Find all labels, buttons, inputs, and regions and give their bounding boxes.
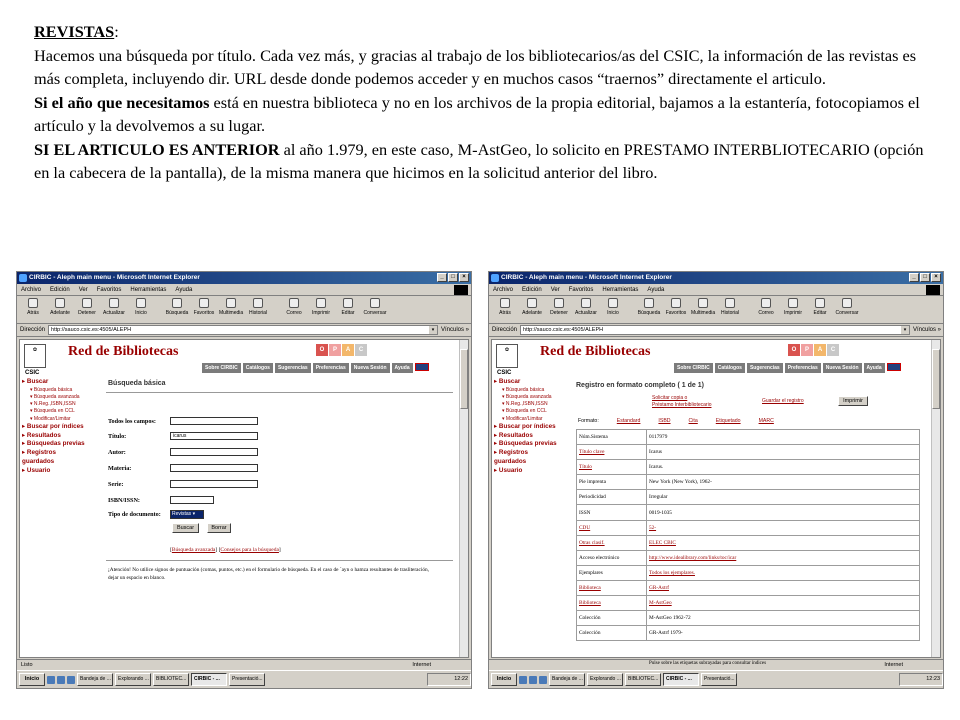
menu-bar (17, 284, 471, 296)
windows-logo-icon (926, 285, 940, 295)
format-isbd[interactable]: ISBD (658, 418, 671, 424)
back-button[interactable]: Atrás (493, 296, 517, 323)
uk-flag-icon[interactable] (887, 363, 901, 371)
link-busqueda-avanzada[interactable]: Búsqueda avanzada (171, 547, 216, 553)
quicklaunch-icon[interactable] (529, 676, 537, 684)
help-links: [Búsqueda avanzada] [Consejos para la búsqueda] (170, 547, 281, 553)
record-field-label: Ejemplares (577, 565, 647, 580)
record-heading: Registro en formato completo ( 1 de 1) (576, 382, 704, 389)
print-button[interactable]: Imprimir (781, 296, 805, 323)
close-button[interactable]: × (931, 273, 941, 282)
refresh-icon (581, 298, 591, 308)
task-cirbic[interactable]: CIRBIC - ... (663, 673, 699, 686)
record-table (576, 429, 920, 641)
task-bibliotec[interactable]: BIBLIOTEC... (153, 673, 189, 686)
refresh-button[interactable]: Actualizar (574, 296, 598, 323)
print-icon (788, 298, 798, 308)
sidebar-item-busquedas-previas[interactable]: ▸ Búsquedas previas (494, 440, 557, 448)
home-button[interactable]: Inicio (129, 296, 153, 323)
favorites-icon (671, 298, 681, 308)
table-row (577, 520, 920, 535)
intro-text: REVISTAS: Hacemos una búsqueda por título. Cada vez más, y gracias al trabajo de los bibliotecarios/as del CSIC, la información de las revistas es más completa, incluyendo dir. URL desde donde podemos acceder y en muchos casos “traernos” directamente el articulo. Si el año que necesitamos está en nuestra biblioteca y no en los archivos de la propia editorial, bajamos a la estantería, fotocopiamos el artículo y la devolvemos a su lugar. SI EL ARTICULO ES ANTERIOR al año 1.979, en este caso, M-AstGeo, lo solicito en PRESTAMO INTERBLIOTECARIO (opción en la cabecera de la pantalla), de la misma manera que hicimos en la solicitud anterior del libro. (34, 20, 934, 185)
menu-ver[interactable]: Ver (78, 287, 88, 293)
quicklaunch-icon[interactable] (539, 676, 547, 684)
record-field-value: Irregular (647, 490, 920, 505)
isbn-input[interactable] (170, 496, 214, 504)
task-explorando[interactable]: Explorando ... (587, 673, 623, 686)
clock: 12:22 (427, 673, 471, 686)
table-row (577, 535, 920, 550)
task-bandeja[interactable]: Bandeja de ... (77, 673, 113, 686)
forward-button[interactable]: Adelante (48, 296, 72, 323)
stop-button[interactable]: Detener (547, 296, 571, 323)
close-button[interactable]: × (459, 273, 469, 282)
browser-window-search (16, 271, 472, 689)
search-icon (644, 298, 654, 308)
record-field-value: Icarus (647, 445, 920, 460)
window-titlebar: CIRBIC - Aleph main menu - Microsoft Internet Explorer _ □ × (489, 272, 943, 284)
quicklaunch-icon[interactable] (57, 676, 65, 684)
home-icon (136, 298, 146, 308)
site-title: Red de Bibliotecas (68, 344, 179, 359)
menu-herramientas[interactable]: Herramientas (130, 287, 167, 293)
nav-sugerencias[interactable]: Sugerencias (747, 363, 783, 373)
form-heading: Búsqueda básica (108, 380, 166, 387)
record-field-label: ISSN (577, 505, 647, 520)
sidebar-item-busquedas-previas[interactable]: ▸ Búsquedas previas (22, 440, 85, 448)
taskbar (17, 670, 471, 688)
buscar-button[interactable]: Buscar (172, 523, 199, 533)
sidebar-item-ccl[interactable]: ▾ Búsqueda en CCL (30, 408, 75, 415)
task-bandeja[interactable]: Bandeja de ... (549, 673, 585, 686)
refresh-icon (109, 298, 119, 308)
nav-ayuda[interactable]: Ayuda (864, 363, 885, 373)
menu-archivo[interactable]: Archivo (21, 287, 42, 293)
sidebar-item-busqueda-avanzada[interactable]: ▾ Búsqueda avanzada (502, 394, 552, 400)
borrar-button[interactable]: Borrar (207, 523, 231, 533)
intro-heading: REVISTAS (34, 22, 115, 41)
search-icon (172, 298, 182, 308)
record-field-value: M-AstGeo 1962-72 (647, 611, 920, 626)
quicklaunch-icon[interactable] (47, 676, 55, 684)
table-row (577, 596, 920, 611)
home-icon (608, 298, 618, 308)
edit-button[interactable]: Editar (808, 296, 832, 323)
home-button[interactable]: Inicio (601, 296, 625, 323)
nav-catalogos[interactable]: Catálogos (715, 363, 745, 373)
menu-favoritos[interactable]: Favoritos (96, 287, 122, 293)
print-icon (316, 298, 326, 308)
sidebar-item-buscar[interactable]: ▸ Buscar (494, 378, 521, 385)
record-field-value: New York (New York), 1962- (647, 475, 920, 490)
edit-button[interactable]: Editar (336, 296, 360, 323)
discuss-icon (370, 298, 380, 308)
favorites-button[interactable]: Favoritos (664, 296, 688, 323)
table-row (577, 565, 920, 580)
forward-icon (527, 298, 537, 308)
links-button[interactable]: Vínculos » (441, 327, 470, 333)
back-button[interactable]: Atrás (21, 296, 45, 323)
table-row (577, 490, 920, 505)
opac-logo: O P A C (316, 344, 367, 356)
mail-icon (289, 298, 299, 308)
nav-sobre-cirbic[interactable]: Sobre CIRBIC (674, 363, 713, 373)
history-icon (253, 298, 263, 308)
edit-icon (343, 298, 353, 308)
stop-icon (554, 298, 564, 308)
intro-paragraph-2: Si el año que necesitamos está en nuestra biblioteca y no en los archivos de la propia editorial, bajamos a la estantería, fotocopiamos el artículo y la devolvemos a su lugar. (34, 92, 920, 135)
media-button[interactable]: Multimedia (691, 296, 715, 323)
sidebar-item-registros[interactable]: ▸ Registros (22, 449, 56, 457)
sidebar: ▸ Buscar ▾ Búsqueda básica ▾ Búsqueda avanzada ▾ N.Reg.,ISBN,ISSN ▾ Búsqueda en CCL ▾ Modificar/Limitar ▸ Buscar por índices ▸ Resultados ▸ Búsquedas previas ▸ Registros guardados ▸ Usuario (494, 378, 574, 476)
search-button[interactable]: Búsqueda (637, 296, 661, 323)
menu-bar (489, 284, 943, 296)
menu-edicion[interactable]: Edición (522, 287, 542, 293)
uk-flag-icon[interactable] (415, 363, 429, 371)
task-bibliotec[interactable]: BIBLIOTEC... (625, 673, 661, 686)
sidebar: ▸ Buscar ▾ Búsqueda básica ▾ Búsqueda avanzada ▾ N.Reg.,ISBN,ISSN ▾ Búsqueda en CCL ▾ Modificar/Limitar ▸ Buscar por índices ▸ Resultados ▸ Búsquedas previas ▸ Registros guardados ▸ Usuario (22, 378, 102, 476)
serie-input[interactable] (170, 480, 258, 488)
taskbar (489, 670, 943, 688)
nav-sugerencias[interactable]: Sugerencias (275, 363, 311, 373)
autor-input[interactable] (170, 448, 258, 456)
table-row (577, 626, 920, 641)
chevron-down-icon[interactable]: ▾ (429, 326, 437, 334)
vertical-scrollbar[interactable] (459, 340, 468, 657)
imprimir-button[interactable]: Imprimir (838, 396, 868, 406)
table-row (577, 430, 920, 445)
media-icon (226, 298, 236, 308)
minimize-button[interactable]: _ (909, 273, 919, 282)
menu-ayuda[interactable]: Ayuda (175, 287, 193, 293)
stop-icon (82, 298, 92, 308)
page-viewport: ✿ CSIC Red de Bibliotecas O P A C Sobre CIRBIC Catálogos Sugerencias Preferencias Nueva Sesión Ayuda ▸ Buscar ▾ Búsqueda básica ▾ Búsqueda avanzada ▾ N.Reg.,ISBN,ISSN ▾ Búsqueda en CCL ▾ Modificar/Limitar ▸ Buscar por índices ▸ Resultados ▸ Búsquedas previas ▸ Registros guardados ▸ Usuario Registro en formato completo ( 1 de 1) Solicitar copia o Préstamo Interbibliotecario Guardar el registro Imprimir Formato: Estandard ISBD Cita Etiquetado MARC Núm.Sistema 0117979 Título clave Icarus Título Icarus. Pie imprenta New York (New York), 1962- Periodicidad Irregular ISSN 0019-1035 CDU 52- Otras clasif. ELEC CBIC Acceso electrónico http://www.idealibrary.com/links/toc/icar Ejemplares Todos los ejemplares. Biblioteca GR-Astrf Biblioteca M-AstGeo Colección M-AstGeo 1962-72 Colección GR-Astrf 1979- Pulse sobre las etiquetas subrayadas para consultar índices (491, 339, 941, 658)
record-field-value[interactable]: 52- (647, 520, 920, 535)
sidebar-item-resultados[interactable]: ▸ Resultados (494, 431, 533, 439)
task-presentacion[interactable]: Presentació... (229, 673, 265, 686)
sidebar-item-busqueda-avanzada[interactable]: ▾ Búsqueda avanzada (30, 394, 80, 400)
mail-button[interactable]: Correo (754, 296, 778, 323)
record-field-label[interactable]: Biblioteca (577, 580, 647, 595)
toolbar (17, 296, 471, 324)
table-row (577, 475, 920, 490)
favorites-button[interactable]: Favoritos (192, 296, 216, 323)
mail-icon (761, 298, 771, 308)
record-field-label[interactable]: Biblioteca (577, 596, 647, 611)
record-field-label: Núm.Sistema (577, 430, 647, 445)
sidebar-item-modificar[interactable]: ▾ Modificar/Limitar (502, 415, 543, 422)
back-icon (500, 298, 510, 308)
nav-nueva-sesion[interactable]: Nueva Sesión (351, 363, 390, 373)
discuss-button[interactable]: Conversar (363, 296, 387, 323)
csic-logo-icon: ✿ (24, 344, 46, 368)
nav-preferencias[interactable]: Preferencias (313, 363, 349, 373)
todos-campos-input[interactable] (170, 417, 258, 425)
table-row (577, 611, 920, 626)
sidebar-item-busqueda-basica[interactable]: ▾ Búsqueda básica (30, 386, 73, 393)
maximize-button[interactable]: □ (448, 273, 458, 282)
record-field-value: Icarus. (647, 460, 920, 475)
edit-icon (815, 298, 825, 308)
site-title: Red de Bibliotecas (540, 344, 651, 359)
sidebar-item-nreg[interactable]: ▾ N.Reg.,ISBN,ISSN (502, 401, 548, 408)
nav-catalogos[interactable]: Catálogos (243, 363, 273, 373)
status-bar: Internet (489, 659, 943, 670)
table-row (577, 550, 920, 565)
record-field-label[interactable]: Título clave (577, 445, 647, 460)
materia-input[interactable] (170, 464, 258, 472)
table-row (577, 460, 920, 475)
nav-nueva-sesion[interactable]: Nueva Sesión (823, 363, 862, 373)
warning-text: ¡Atención! No utilice signos de puntuación (comas, puntos, etc.) en el formulario de búsqueda. En el caso de `ayn o hamza resultantes de trasliteración, dejar un espacio en blanco. (108, 567, 429, 581)
record-field-label: Pie imprenta (577, 475, 647, 490)
sidebar-item-nreg[interactable]: ▾ N.Reg.,ISBN,ISSN (30, 401, 76, 408)
record-field-value[interactable]: GR-Astrf (647, 580, 920, 595)
mail-button[interactable]: Correo (282, 296, 306, 323)
windows-logo-icon (454, 285, 468, 295)
forward-icon (55, 298, 65, 308)
intro-paragraph-3: SI EL ARTICULO ES ANTERIOR al año 1.979, en este caso, M-AstGeo, lo solicito en PRESTAMO INTERBLIOTECARIO (opción en la cabecera de la pantalla), de la misma manera que hicimos en la solicitud anterior del libro. (34, 139, 924, 182)
task-presentacion[interactable]: Presentació... (701, 673, 737, 686)
forward-button[interactable]: Adelante (520, 296, 544, 323)
window-titlebar: CIRBIC - Aleph main menu - Microsoft Internet Explorer _ □ × (17, 272, 471, 284)
record-field-value[interactable]: M-AstGeo (647, 596, 920, 611)
record-field-label[interactable]: Otras clasif. (577, 535, 647, 550)
history-button[interactable]: Historial (246, 296, 270, 323)
sidebar-item-modificar[interactable]: ▾ Modificar/Limitar (30, 415, 71, 422)
history-icon (725, 298, 735, 308)
status-bar: Listo Internet (17, 659, 471, 670)
print-button[interactable]: Imprimir (309, 296, 333, 323)
menu-ver[interactable]: Ver (550, 287, 560, 293)
maximize-button[interactable]: □ (920, 273, 930, 282)
link-solicitar[interactable]: Solicitar copia o Préstamo Interbibliotecario (652, 395, 712, 408)
format-marc[interactable]: MARC (758, 418, 774, 424)
site-nav (202, 363, 429, 373)
record-field-label[interactable]: CDU (577, 520, 647, 535)
record-field-value[interactable]: ELEC CBIC (647, 535, 920, 550)
task-cirbic[interactable]: CIRBIC - ... (191, 673, 227, 686)
back-icon (28, 298, 38, 308)
record-field-label: Colección (577, 626, 647, 641)
menu-edicion[interactable]: Edición (50, 287, 70, 293)
record-field-value: 0019-1035 (647, 505, 920, 520)
quicklaunch-icon[interactable] (67, 676, 75, 684)
links-button[interactable]: Vínculos » (913, 327, 942, 333)
record-field-label[interactable]: Título (577, 460, 647, 475)
stop-button[interactable]: Detener (75, 296, 99, 323)
format-row: Formato: Estandard ISBD Cita Etiquetado MARC (578, 418, 774, 424)
sidebar-item-ccl[interactable]: ▾ Búsqueda en CCL (502, 408, 547, 415)
media-button[interactable]: Multimedia (219, 296, 243, 323)
discuss-icon (842, 298, 852, 308)
start-button[interactable]: Inicio (491, 673, 517, 686)
quicklaunch-icon[interactable] (519, 676, 527, 684)
record-field-label: Periodicidad (577, 490, 647, 505)
link-guardar-registro[interactable]: Guardar el registro (762, 398, 804, 404)
titulo-input[interactable]: icarus (170, 432, 258, 440)
sidebar-item-registros[interactable]: ▸ Registros (494, 449, 528, 457)
sidebar-item-usuario[interactable]: ▸ Usuario (22, 466, 51, 474)
sidebar-item-buscar[interactable]: ▸ Buscar (22, 378, 49, 385)
history-button[interactable]: Historial (718, 296, 742, 323)
menu-ayuda[interactable]: Ayuda (647, 287, 665, 293)
menu-favoritos[interactable]: Favoritos (568, 287, 594, 293)
format-etiquetado[interactable]: Etiquetado (715, 418, 741, 424)
browser-window-record (488, 271, 944, 689)
sidebar-item-buscar-indices[interactable]: ▸ Buscar por índices (22, 422, 84, 430)
opac-logo: O P A C (788, 344, 839, 356)
intro-paragraph-1: Hacemos una búsqueda por título. Cada vez más, y gracias al trabajo de los bibliotecarios/as del CSIC, la información de las revistas es más completa, incluyendo dir. URL desde donde podemos acceder y en muchos casos “traernos” directamente el articulo. (34, 45, 917, 88)
toolbar (489, 296, 943, 324)
nav-preferencias[interactable]: Preferencias (785, 363, 821, 373)
ie-icon (491, 274, 499, 282)
table-row (577, 445, 920, 460)
nav-ayuda[interactable]: Ayuda (392, 363, 413, 373)
vertical-scrollbar[interactable] (931, 340, 940, 657)
clock: 12:23 (899, 673, 943, 686)
address-bar: Dirección http://sauco.csic.es:4505/ALEPH ▾ Vínculos » (489, 324, 943, 337)
format-cita[interactable]: Cita (688, 418, 698, 424)
menu-archivo[interactable]: Archivo (493, 287, 514, 293)
media-icon (698, 298, 708, 308)
tipo-documento-select[interactable]: Revistas ▾ (170, 510, 204, 519)
sidebar-item-usuario[interactable]: ▸ Usuario (494, 466, 523, 474)
task-explorando[interactable]: Explorando ... (115, 673, 151, 686)
refresh-button[interactable]: Actualizar (102, 296, 126, 323)
record-field-value[interactable]: Todos los ejemplares. (647, 565, 920, 580)
sidebar-item-resultados[interactable]: ▸ Resultados (22, 431, 61, 439)
table-row (577, 580, 920, 595)
record-field-value: 0117979 (647, 430, 920, 445)
ie-icon (19, 274, 27, 282)
record-field-label: Acceso electrónico (577, 550, 647, 565)
site-nav (674, 363, 901, 373)
sidebar-item-buscar-indices[interactable]: ▸ Buscar por índices (494, 422, 556, 430)
csic-logo-icon: ✿ (496, 344, 518, 368)
start-button[interactable]: Inicio (19, 673, 45, 686)
table-row (577, 505, 920, 520)
address-input[interactable]: http://sauco.csic.es:4505/ALEPH ▾ (520, 325, 910, 335)
search-button[interactable]: Búsqueda (165, 296, 189, 323)
chevron-down-icon[interactable]: ▾ (901, 326, 909, 334)
discuss-button[interactable]: Conversar (835, 296, 859, 323)
address-bar: Dirección http://sauco.csic.es:4505/ALEPH ▾ Vínculos » (17, 324, 471, 337)
format-estandard[interactable]: Estandard (616, 418, 641, 424)
page-viewport: ✿ CSIC Red de Bibliotecas O P A C Sobre CIRBIC Catálogos Sugerencias Preferencias Nueva Sesión Ayuda ▸ Buscar ▾ Búsqueda básica ▾ Búsqueda avanzada ▾ N.Reg.,ISBN,ISSN ▾ Búsqueda en CCL ▾ Modificar/Limitar ▸ Buscar por índices ▸ Resultados ▸ Búsquedas previas ▸ Registros guardados ▸ Usuario Búsqueda básica Todos los campos: Título: icarus Autor: Materia: Serie: ISBN/ISSN: Tipo de documento: Revistas ▾ Buscar Borrar [Búsqueda avanzada] [Consejos para la búsqueda] ¡Atención! No utilice signos de puntuación (comas, puntos, etc.) en el formulario de búsqueda. En el caso de `ayn o hamza resultantes de trasliteración, dejar un espacio en blanco. (19, 339, 469, 658)
sidebar-item-busqueda-basica[interactable]: ▾ Búsqueda básica (502, 386, 545, 393)
record-field-label: Colección (577, 611, 647, 626)
nav-sobre-cirbic[interactable]: Sobre CIRBIC (202, 363, 241, 373)
record-field-value: GR-Astrf 1979- (647, 626, 920, 641)
record-field-value[interactable]: http://www.idealibrary.com/links/toc/icar (647, 550, 920, 565)
minimize-button[interactable]: _ (437, 273, 447, 282)
menu-herramientas[interactable]: Herramientas (602, 287, 639, 293)
record-note: Pulse sobre las etiquetas subrayadas para consultar índices (649, 661, 767, 666)
link-consejos[interactable]: Consejos para la búsqueda (220, 547, 279, 553)
address-input[interactable]: http://sauco.csic.es:4505/ALEPH ▾ (48, 325, 438, 335)
favorites-icon (199, 298, 209, 308)
